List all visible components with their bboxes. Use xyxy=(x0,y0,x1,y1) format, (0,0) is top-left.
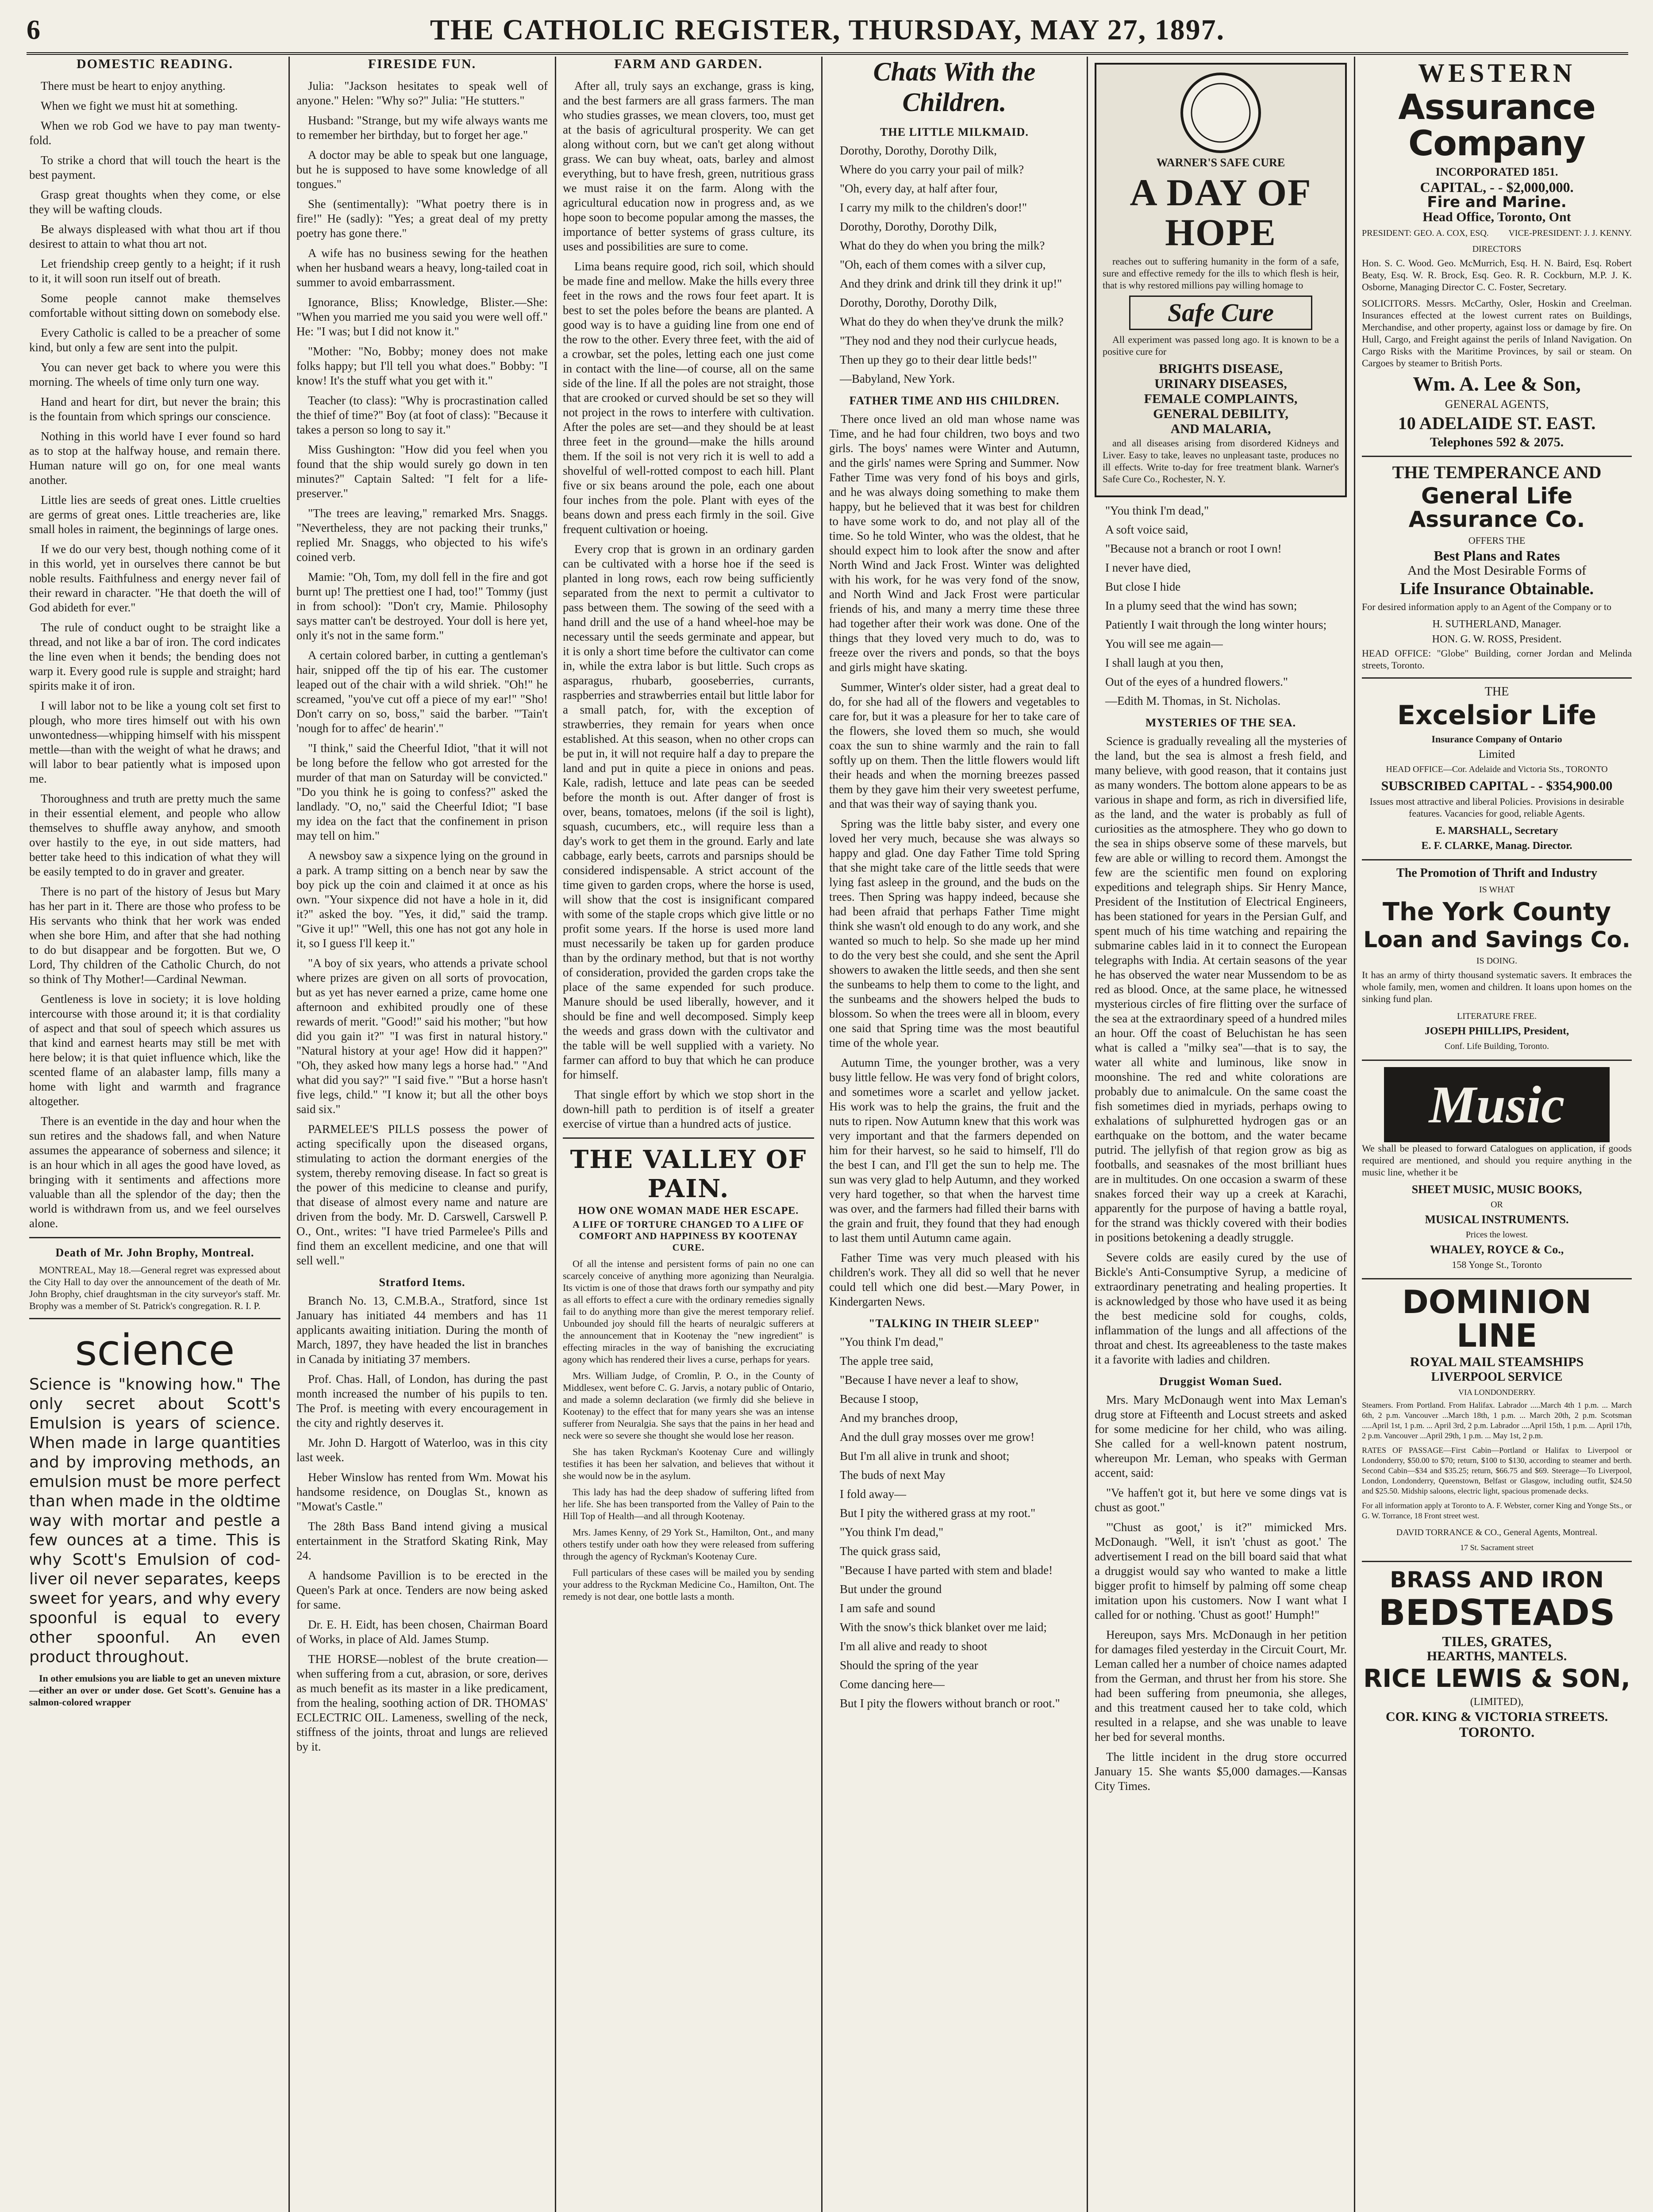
poem-line: I shall laugh at you then, xyxy=(1105,656,1223,670)
ad-text: OR xyxy=(1491,1200,1503,1210)
ad-text: SOLICITORS. Messrs. McCarthy, Osler, Hoskin and Creelman. Insurances effected at the lowest current rates on Buildings, Merchandise, and other property, against loss or damage by fire. On Hull, Cargo, and Freight against the perils of Inland Navigation. On Cargo Risks with the Maritime Provinces, by sail or steam. On Cargoes by steamer to British Ports. xyxy=(1362,297,1632,369)
paragraph: PARMELEE'S PILLS possess the power of acting specifically upon the diseased organs, stimulating to action the dormant energies of the system, thereby removing disease. In fact so great is the power of this medicine to cleanse and purify, that disease of almost every name and nature are driven from the body. Mr. D. Carswell, Carswell P. O., Ont., writes: "I have tried Parmelee's Pills and find them an excellent medicine, and one that will sell well." xyxy=(296,1122,548,1267)
masthead xyxy=(27,8,1628,55)
ad-text: VICE-PRESIDENT: J. J. KENNY. xyxy=(1508,228,1632,238)
column-fireside-fun xyxy=(296,57,548,2212)
poem-line: —Edith M. Thomas, in St. Nicholas. xyxy=(1105,694,1281,708)
column-domestic-reading xyxy=(29,57,281,2212)
paragraph: A doctor may be able to speak but one language, but he is supposed to have some knowledge of all tongues." xyxy=(296,148,548,191)
divider xyxy=(1362,1060,1632,1061)
paragraph: Lima beans require good, rich soil, which should be made fine and mellow. Make the hills every three feet in the rows and the rows four feet apart. It is best to set the poles before the beans are planted. A good way is to have a guiding line from one end of the row to the other. Every three feet, with the aid of a crowbar, set the poles, letting each one just come in contact with the line—of course, all on the same side of the line. If all the poles are not straight, those that are crooked or curved should be set so they will not project in the rows to interfere with cultivation. After the poles are set—and they should be at least three feet in the ground—make the hills around them. If the soil is not very rich it is well to add a shovelful of well-rotted compost to each hill. Plant five or six beans around the pole, each one about four inches from the pole. Plant with eyes of the beans down and press each firmly in the soil. Give frequent cultivation or hoeing. xyxy=(563,260,814,536)
ad-headline: A DAY OF HOPE xyxy=(1130,171,1312,254)
divider xyxy=(563,1137,814,1139)
excelsior-life-ad xyxy=(1362,685,1632,853)
paragraph: Father Time was very much pleased with his children's work. They all did so well that he never could tell which one did best.—Mary Power, in Kindergarten News. xyxy=(829,1251,1080,1308)
ad-text: TILES, GRATES, xyxy=(1442,1633,1552,1649)
poem xyxy=(829,1335,1080,1711)
article-body xyxy=(563,79,814,1131)
ad-text: All experiment was passed long ago. It is known to be a positive cure for xyxy=(1103,334,1339,357)
ad-text: E. MARSHALL, Secretary xyxy=(1435,825,1558,837)
poem-line: With the snow's thick blanket over me laid; xyxy=(840,1621,1047,1634)
paragraph: THE HORSE—noblest of the brute creation—when suffering from a cut, abrasion, or sore, derives as much benefit as its master in a like predicament, from the healing, soothing action of DR. THOMAS' ECLECTRIC OIL. Lameness, swelling of the neck, stiffness of the joints, throat and lungs are relieved by it. xyxy=(296,1652,548,1753)
ad-text: 17 St. Sacrament street xyxy=(1460,1543,1534,1552)
poem-line: Patiently I wait through the long winter hours; xyxy=(1105,618,1327,632)
divider xyxy=(1362,1561,1632,1562)
music-ad xyxy=(1362,1067,1632,1272)
article-body xyxy=(829,412,1080,1309)
ad-text: 158 Yonge St., Toronto xyxy=(1452,1259,1542,1271)
ad-text: and all diseases arising from disordered Kidneys and Liver. Easy to take, leaves no unpleasant taste, produces no ill effects. Write to-day for free treatment blank. Warner's Safe Cure Co., Rochester, N. Y. xyxy=(1103,438,1339,485)
ad-list-item: GENERAL DEBILITY, xyxy=(1153,407,1288,422)
ad-text: Hon. S. C. Wood. Geo. McMurrich, Esq. H. N. Baird, Esq. Robert Beaty, Esq. W. R. Brock, Esq. Geo. R. R. Cockburn, M.P. J. K. Osborne, Managing Director C. C. Foster, Secretary. xyxy=(1362,257,1632,292)
paragraph: "'Chust as goot,' is it?" mimicked Mrs. McDonaugh. "Well, it isn't 'chust as goot.' The advertisement I read on the bill board said that what a druggist would say who wanted to make a little bigger profit to himself by palming off some cheap imitation upon his customers. Now I want what I called for or nothing. 'Chust as goot!' Humph!" xyxy=(1095,1521,1347,1622)
paragraph: Autumn Time, the younger brother, was a very busy little fellow. He was very fond of bright colors, and sometimes wore a scarlet and yellow jacket. His work was to help the grains, the fruit and the nuts to ripen. Now Autumn knew that this work was very important and that the farmers depended on him for their harvest, so he said to himself, I'll do the best I can, and I'll get the sun to help me. The sun was very glad to help Autumn, and they worked very hard together, so that when the harvest time was over, and the farmers had filled their barns with the grain and fruit, they found that they had enough to last them until Autumn came again. xyxy=(829,1056,1080,1244)
paragraph: Prof. Chas. Hall, of London, has during the past month increased the number of his pupils to ten. The Prof. is meeting with every encouragement in the city and rightly deserves it. xyxy=(296,1372,548,1429)
paragraph: Thoroughness and truth are pretty much the same in their essential element, and people who allow themselves to shuffle away anyhow, and smooth over hastily to the eye, in out side matters, had better take heed to this indication of what they will be easily tempted to do in graver and greater. xyxy=(29,792,281,878)
ad-text: Wm. A. Lee & Son, xyxy=(1413,372,1581,395)
ad-text: Prices the lowest. xyxy=(1465,1230,1528,1240)
paragraph: Summer, Winter's older sister, had a great deal to do, for she had all of the flowers and vegetables to care for, but it was a pleasure for her to take care of the flowers, she loved them so much, she would coax the sun to shine warmly and the rain to fall softly up on them. Then the little flowers would lift their heads and when the morning breezes passed them by they gave him their very sweetest perfume, and that was their way of saying thank you. xyxy=(829,680,1080,810)
ad-text: We shall be pleased to forward Catalogues on application, if goods required are mentioned, and should you require anything in the music line, whether it be xyxy=(1362,1143,1632,1178)
poem-line: Where do you carry your pail of milk? xyxy=(840,163,1024,176)
poem-line: Dorothy, Dorothy, Dorothy Dilk, xyxy=(840,296,997,309)
ad-text: JOSEPH PHILLIPS, President, xyxy=(1424,1025,1569,1037)
ad-text: HEAD OFFICE—Cor. Adelaide and Victoria Sts., TORONTO xyxy=(1386,764,1608,774)
paragraph: If we do our very best, though nothing come of it in this world, yet in ourselves there cannot be but noble results. Faithfulness and energy never fail of their reward in character. "He that doeth the will of God abideth for ever." xyxy=(29,542,281,614)
ad-footer: In other emulsions you are liable to get an uneven mixture—either an over or under dose. Get Scott's. Genuine has a salmon-colored wrapper xyxy=(29,1673,281,1708)
paragraph: Hereupon, says Mrs. McDonaugh in her petition for damages filed yesterday in the Circuit Court, Mr. Leman called her a number of choice names adapted from the German, and thrust her from his store. She had been suffering from pneumonia, she alleges, and this treatment caused her to take cold, which resulted in a relapse, and she was unable to leave her bed for several months. xyxy=(1095,1628,1347,1744)
poem-line: Then up they go to their dear little beds!" xyxy=(840,353,1037,366)
column-rule xyxy=(555,57,556,2212)
poem-line: But under the ground xyxy=(840,1582,942,1596)
ad-text: ROYAL MAIL STEAMSHIPS xyxy=(1410,1355,1584,1370)
ad-text: Telephones 592 & 2075. xyxy=(1430,435,1564,450)
ad-text: LITERATURE FREE. xyxy=(1457,1011,1537,1022)
ad-title: science xyxy=(75,1325,235,1375)
poem-line: "You think I'm dead," xyxy=(1105,504,1209,518)
ad-text: 10 ADELAIDE ST. EAST. xyxy=(1398,413,1596,434)
poem-line: "Because I have never a leaf to show, xyxy=(840,1373,1019,1386)
poem-line: I never have died, xyxy=(1105,561,1191,575)
divider xyxy=(29,1237,281,1238)
poem-line: You will see me again— xyxy=(1105,637,1223,651)
poem-line: Dorothy, Dorothy, Dorothy Dilk, xyxy=(840,220,997,233)
poem-line: "You think I'm dead," xyxy=(840,1335,944,1348)
poem-line: The quick grass said, xyxy=(840,1544,941,1558)
paragraph: When we rob God we have to pay man twenty-fold. xyxy=(29,119,281,147)
poem-line: I'm all alive and ready to shoot xyxy=(840,1640,988,1653)
ad-text: PRESIDENT: GEO. A. COX, ESQ. xyxy=(1362,228,1489,238)
safe-cure-logo-icon xyxy=(1179,71,1263,155)
ad-text: (LIMITED), xyxy=(1470,1696,1524,1708)
paragraph: There once lived an old man whose name was Time, and he had four children, two boys and two girls. The boys' names were Winter and Autumn, and the girls' names were Spring and Summer. Now Father Time was very fond of his boys and girls, and he was always doing something to make them happy, but he believed that it was best for children to have some work to do, and not play all of the time. So he told Winter, who was the oldest, that he should expect him to look after the snow and after North Wind and Jack Frost. Winter was delighted with his work, for he was very fond of the snow, and North Wind and Jack Frost were particular friends of his, and many a merry time these three had together after their work was done. One of the things that they loved very much to do, was to freeze over the rivers and ponds, so that the boys and girls might have skating. xyxy=(829,412,1080,674)
ad-headline: Assurance Company xyxy=(1398,88,1595,164)
ad-text: Limited xyxy=(1478,747,1515,760)
ad-headline: DOMINION LINE xyxy=(1402,1283,1591,1354)
article-heading: MYSTERIES OF THE SEA. xyxy=(1145,716,1296,730)
ad-text: Fire and Marine. xyxy=(1427,193,1567,211)
poem-line: Should the spring of the year xyxy=(840,1659,978,1672)
section-heading: DOMESTIC READING. xyxy=(76,57,234,71)
ad-text: IS DOING. xyxy=(1476,956,1518,966)
paragraph: Let friendship creep gently to a height; if it rush to it, it will soon run itself out of breath. xyxy=(29,257,281,285)
article-heading: Death of Mr. John Brophy, Montreal. xyxy=(55,1246,254,1259)
poem-line: "Because not a branch or root I own! xyxy=(1105,542,1282,556)
ad-list-item: URINARY DISEASES, xyxy=(1154,376,1287,392)
ad-text: CAPITAL, - - $2,000,000. xyxy=(1420,179,1574,195)
ad-subheading: A LIFE OF TORTURE CHANGED TO A LIFE OF COMFORT AND HAPPINESS BY KOOTENAY CURE. xyxy=(573,1219,804,1253)
paragraph: This lady has had the deep shadow of suffering lifted from her life. She has been transported from the Valley of Pain to the Hill Top of Health—and all through Kootenay. xyxy=(563,1486,814,1521)
paragraph: Every Catholic is called to be a preacher of some kind, but only a few are sent into the pulpit. xyxy=(29,326,281,354)
ad-text: GENERAL AGENTS, xyxy=(1445,398,1549,411)
ad-brand: WARNER'S SAFE CURE xyxy=(1156,156,1285,169)
article-body xyxy=(1095,1393,1347,1793)
ad-text: HEAD OFFICE: "Globe" Building, corner Jordan and Melinda streets, Toronto. xyxy=(1362,647,1632,671)
paragraph: Hand and heart for dirt, but never the brain; this is the fountain from which springs our conscience. xyxy=(29,395,281,423)
column-farm-and-garden xyxy=(563,57,814,2212)
poem-line: The apple tree said, xyxy=(840,1354,934,1367)
ad-brand: THE TEMPERANCE AND xyxy=(1392,462,1602,483)
ad-body xyxy=(563,1258,814,1602)
paragraph: "Ve haffen't got it, but here ve some dings vat is chust as goot." xyxy=(1095,1486,1347,1514)
paragraph: Mrs. James Kenny, of 29 York St., Hamilton, Ont., and many others testify under oath how they were released from suffering through the agency of Ryckman's Kootenay Cure. xyxy=(563,1527,814,1562)
divider xyxy=(1362,456,1632,457)
column-advertisements xyxy=(1362,57,1632,2212)
warners-safe-cure-ad xyxy=(1095,63,1347,497)
paragraph: Mrs. William Judge, of Cromlin, P. O., in the County of Middlesex, went before C. G. Jarvis, a notary public of Ontario, and made a solemn declaration (we firmly did she believe in Kootenay) to the effect that for many years she was an intense sufferer from Neuralgia. She says that the pains in her head and neck were so severe she thought she would lose her reason. xyxy=(563,1370,814,1441)
paragraph: A newsboy saw a sixpence lying on the ground in a park. A tramp sitting on a bench near by saw the boy pick up the coin and claimed it at once as his own. "Your sixpence did not have a hole in it, did it?" asked the boy. "Yes, it did," said the tramp. "Give it up!" "Well, this one has not got any hole in it, so I guess I'll keep it." xyxy=(296,849,548,950)
poem-line: Dorothy, Dorothy, Dorothy Dilk, xyxy=(840,144,997,157)
ad-brand: WESTERN xyxy=(1418,58,1576,88)
page-number: 6 xyxy=(27,15,40,45)
paragraph: You can never get back to where you were this morning. The wheels of time only turn one way. xyxy=(29,361,281,388)
rice-lewis-ad xyxy=(1362,1568,1632,1739)
poem-line: Because I stoop, xyxy=(840,1392,919,1406)
poem-line: —Babyland, New York. xyxy=(840,372,955,385)
paragraph: Branch No. 13, C.M.B.A., Stratford, since 1st January has initiated 44 members and has 11 applicants awaiting initiation. During the month of March, 1897, they have headed the list in branches in Canada by initiating 37 members. xyxy=(296,1294,548,1366)
article-heading: Stratford Items. xyxy=(379,1276,465,1289)
paragraph: The 28th Bass Band intend giving a musical entertainment in the Stratford Skating Rink, May 24. xyxy=(296,1520,548,1562)
ad-text: INCORPORATED 1851. xyxy=(1435,165,1558,178)
paragraph: Some people cannot make themselves comfortable without sitting down on somebody else. xyxy=(29,292,281,319)
poem-title: "TALKING IN THEIR SLEEP" xyxy=(869,1317,1040,1330)
temperance-life-ad xyxy=(1362,463,1632,671)
poem-line: In a plumy seed that the wind has sown; xyxy=(1105,599,1297,613)
article-body xyxy=(29,79,281,1231)
poem-line: "They nod and they nod their curlycue heads, xyxy=(840,334,1057,347)
article-body: MONTREAL, May 18.—General regret was expressed about the City Hall to day over the announcement of the death of Mr. John Brophy, chief draughtsman in the city surveyor's staff. Mr. Brophy was a member of St. Patrick's congregation. R. I. P. xyxy=(29,1264,281,1311)
poem-line: I fold away— xyxy=(840,1487,906,1501)
ad-text: IS WHAT xyxy=(1479,884,1515,895)
article-body xyxy=(296,1294,548,1754)
ad-headline: Excelsior Life xyxy=(1397,699,1597,731)
ad-subheading: HOW ONE WOMAN MADE HER ESCAPE. xyxy=(578,1205,799,1217)
poem-line: But close I hide xyxy=(1105,580,1181,594)
poem-line: But I'm all alive in trunk and shoot; xyxy=(840,1449,1010,1463)
ad-text: RATES OF PASSAGE—First Cabin—Portland or Halifax to Liverpool or Londonderry, $50.00 to $70; return, $100 to $130, according to steamer and berth. Second Cabin—$34 and $35.25; return, $66.75 and $69. Steerage—To Liverpool, London, Londonderry, Queenstown, Belfast or Glasgow, including outfit, $24.50 and $25.50. Midship saloons, electric light, spacious promenade decks. xyxy=(1362,1446,1632,1496)
column-misc xyxy=(1095,57,1347,2212)
paragraph: Severe colds are easily cured by the use of Bickle's Anti-Consumptive Syrup, a medicine of extraordinary penetrating and healing properties. It is acknowledged by those who have used it as being the best medicine sold for coughs, colds, inflammation of the lungs and all affections of the throat and chest. Its agreeableness to the taste makes it a favorite with ladies and children. xyxy=(1095,1251,1347,1367)
article-body xyxy=(1095,734,1347,1367)
ad-text: E. F. CLARKE, Manag. Director. xyxy=(1421,840,1572,852)
poem-line: "Oh, every day, at half after four, xyxy=(840,182,998,195)
divider xyxy=(29,1318,281,1319)
music-logo: Music xyxy=(1384,1067,1610,1142)
section-heading: FIRESIDE FUN. xyxy=(368,57,477,71)
ad-list-item: FEMALE COMPLAINTS, xyxy=(1144,392,1298,407)
newspaper-title: THE CATHOLIC REGISTER, THURSDAY, MAY 27, 1897. xyxy=(430,14,1225,46)
paragraph: Little lies are seeds of great ones. Little cruelties are germs of great ones. Little treacheries are, like small holes in raiment, the beginnings of large ones. xyxy=(29,493,281,536)
poem-line: But I pity the withered grass at my root." xyxy=(840,1506,1036,1520)
poem-line: What do they do when you bring the milk? xyxy=(840,239,1045,252)
paragraph: The rule of conduct ought to be straight like a thread, and not like a bar of iron. The cord indicates the line even when it bends; the bending does not warp it. Every good rule is supple and straight; hard spirits make it of iron. xyxy=(29,621,281,692)
ad-headline: General Life Assurance Co. xyxy=(1408,483,1585,532)
dominion-line-ad xyxy=(1362,1283,1632,1555)
paragraph: Gentleness is love in society; it is love holding intercourse with those around it; it is that cordiality of aspect and that soul of speech which assures us that kind and earnest hearts may still be met with here below; it is that quiet influence which, like the scented flame of an alabaster lamp, fills many a home with light and warmth and fragrance altogether. xyxy=(29,992,281,1108)
poem-line: "Because I have parted with stem and blade! xyxy=(840,1563,1053,1577)
ad-heading: THE VALLEY OF PAIN. xyxy=(570,1145,807,1203)
ad-text: reaches out to suffering humanity in the form of a safe, sure and effective remedy for the ills to which flesh is heir, that is why restored millions pay willing homage to xyxy=(1103,255,1339,291)
ad-text: Head Office, Toronto, Ont xyxy=(1422,209,1571,224)
ad-text: MUSICAL INSTRUMENTS. xyxy=(1425,1213,1569,1226)
poem-line: And the dull gray mosses over me grow! xyxy=(840,1430,1035,1444)
paragraph: There must be heart to enjoy anything. xyxy=(41,79,226,92)
ad-text: The Promotion of Thrift and Industry xyxy=(1396,866,1598,880)
paragraph: She (sentimentally): "What poetry there is in fire!" He (sadly): "Yes; a great deal of my pretty poetry has gone there." xyxy=(296,197,548,240)
paragraph: Grasp great thoughts when they come, or else they will be wafting clouds. xyxy=(29,188,281,216)
paragraph: Heber Winslow has rented from Wm. Mowat his handsome residence, on Douglas St., known as "Mowat's Castle." xyxy=(296,1471,548,1513)
column-rule xyxy=(821,57,823,2212)
poem-line: The buds of next May xyxy=(840,1468,946,1482)
paragraph: Dr. E. H. Eidt, has been chosen, Chairman Board of Works, in place of Ald. James Stump. xyxy=(296,1618,548,1646)
story-title: FATHER TIME AND HIS CHILDREN. xyxy=(849,394,1060,407)
paragraph: Mrs. Mary McDonaugh went into Max Leman's drug store at Fifteenth and Locust streets and asked for some medicine for her child, who was ailing. She called for a well-known patent nostrum, whereupon Mr. Leman, who speaks with German accent, said: xyxy=(1095,1393,1347,1480)
poem xyxy=(1095,503,1347,708)
divider xyxy=(1362,1278,1632,1279)
paragraph: Science is gradually revealing all the mysteries of the land, but the sea is almost a fresh field, and many believe, with good reason, that it contains just as many wonders. The bottom alone appears to be as various in shape and form, as rich in diversified life, as the land, and the water is probably as full of curiosities as the atmosphere. They who go down to the sea in ships observe some of these marvels, but few are able or willing to record them. Amongst the few are the scientific men found on exploring expeditions and telegraph ships. Sir Henry Mance, President of the Institution of Electrical Engineers, has been stationed for years in the Persian Gulf, and spent much of his time watching and repairing the submarine cables laid in it to connect the European telegraphs with India. At certain seasons of the year he has observed the water near Mussendom to be as red as blood. Once, at the same place, he witnessed mysterious circles of fire flitting over the surface of the sea at the extraordinary speed of a hundred miles an hour. Off the coast of Beluchistan he has seen what is called a "milky sea"—that is to say, the water all white and luminous, like snow in moonshine. The red and white colorations are probably due to animalcule. On the same coast the fish sometimes died in myriads, perhaps owing to exhalations of sulphuretted hydrogen gas or an earthquake on the bottom, and the water became putrid. The jellyfish of that region grow as big as footballs, and seasnakes of the most brilliant hues are in multitudes. On one occasion a swarm of these snakes forced their way up a creek at Karachi, apparently for the purpose of having a battle royal, for the strand was thickly covered with their bodies in positions betokening a deadly struggle. xyxy=(1095,734,1347,1244)
paragraph: "I think," said the Cheerful Idiot, "that it will not be long before the fellow who got arrested for the murder of that man on Saturday will be convicted." "Do you think he is going to confess?" asked the landlady. "O, no," said the Cheerful Idiot; "I base my idea on the fact that the confinement in prison may tell on him." xyxy=(296,741,548,842)
poem-line: Out of the eyes of a hundred flowers." xyxy=(1105,675,1288,689)
ad-text: For desired information apply to an Agent of the Company or to xyxy=(1362,601,1611,612)
ad-text: And the Most Desirable Forms of xyxy=(1407,563,1587,578)
article-heading: Druggist Woman Sued. xyxy=(1159,1375,1282,1388)
ad-badge: Safe Cure xyxy=(1129,296,1312,330)
ad-text: Insurance Company of Ontario xyxy=(1431,733,1562,745)
paragraph: She has taken Ryckman's Kootenay Cure and willingly testifies it has been her salvation, and believes that without it she would now be in the asylum. xyxy=(563,1446,814,1481)
poem-line: I am safe and sound xyxy=(840,1601,935,1615)
paragraph: Miss Gushington: "How did you feel when you found that the ship would surely go down in ten minutes?" Captain Salted: "I felt for a life-preserver." xyxy=(296,443,548,500)
poem-line: Come dancing here— xyxy=(840,1678,945,1691)
ad-text: Science is "knowing how." The only secret about Scott's Emulsion is years of science. When made in large quantities and by improving methods, an emulsion must be more perfect than when made in the oldtime way with mortar and pestle a few ounces at a time. This is why Scott's Emulsion of cod-liver oil never separates, keeps sweet for years, and why every spoonful is equal to every other spoonful. An even product throughout. xyxy=(29,1375,281,1666)
ad-text: Steamers. From Portland. From Halifax. Labrador .....March 4th 1 p.m. ... March 6th, 2 p.m. Vancouver ...March 18th, 1 p.m. ... March 20th, 2 p.m. Scotsman .....April 1st, 1 p.m. ... April 3rd, 2 p.m. Labrador ....April 15th, 1 p.m. ... April 17th, 2 p.m. Vancouver ...April 29th, 1 p.m. ... May 1st, 2 p.m. xyxy=(1362,1401,1632,1440)
ad-text: WHALEY, ROYCE & Co., xyxy=(1430,1243,1564,1256)
column-rule xyxy=(1354,57,1355,2212)
poem-line: I carry my milk to the children's door!" xyxy=(840,201,1027,214)
ad-text: H. SUTHERLAND, Manager. xyxy=(1432,618,1561,630)
ad-text: VIA LONDONDERRY. xyxy=(1458,1388,1535,1397)
ad-text: LIVERPOOL SERVICE xyxy=(1431,1370,1563,1384)
paragraph: That single effort by which we stop short in the down-hill path to perdition is of itself a greater exercise of virtue than a hundred acts of justice. xyxy=(563,1088,814,1130)
poem-line: "Oh, each of them comes with a silver cup, xyxy=(840,258,1046,271)
york-county-loan-ad xyxy=(1362,867,1632,1053)
poem-line: A soft voice said, xyxy=(1105,523,1188,537)
poem-line: "You think I'm dead," xyxy=(840,1525,944,1539)
ad-text: HON. G. W. ROSS, President. xyxy=(1432,633,1562,645)
paragraph: To strike a chord that will touch the heart is the best payment. xyxy=(29,154,281,181)
divider xyxy=(1362,677,1632,679)
paragraph: Full particulars of these cases will be mailed you by sending your address to the Ryckman Medicine Co., Hamilton, Ont. The remedy is not dear, one bottle lasts a month. xyxy=(563,1567,814,1602)
ad-headline: The York County xyxy=(1382,897,1611,926)
ad-list-item: AND MALARIA, xyxy=(1170,422,1271,437)
ad-text: Issues most attractive and liberal Policies. Provisions in desirable features. Vacancies for good, reliable Agents. xyxy=(1369,796,1624,819)
ad-text: DIRECTORS xyxy=(1472,244,1522,254)
ad-text: THE xyxy=(1484,684,1509,699)
paragraph: Nothing in this world have I ever found so hard as to stop at the halfway house, and remain there. Human nature will go on, for one meal wants another. xyxy=(29,430,281,487)
section-heading: Chats With the Children. xyxy=(873,57,1036,117)
divider xyxy=(1362,859,1632,860)
ad-text: SHEET MUSIC, MUSIC BOOKS, xyxy=(1411,1183,1582,1196)
paragraph: Julia: "Jackson hesitates to speak well of anyone." Helen: "Why so?" Julia: "He stutters." xyxy=(296,79,548,107)
paragraph: "Mother: "No, Bobby; money does not make folks happy; but I'll tell you what does." Bobby: "I know! It's the stuff what you get with it." xyxy=(296,345,548,387)
poem-line: But I pity the flowers without branch or root." xyxy=(840,1697,1060,1710)
section-heading: FARM AND GARDEN. xyxy=(614,57,763,71)
column-chats-with-children xyxy=(829,57,1080,2212)
paragraph: When we fight we must hit at something. xyxy=(41,99,238,112)
paragraph: "A boy of six years, who attends a private school where prizes are given on all sorts of provocation, but as yet has never earned a prize, came home one afternoon and exhibited proudly one of these rewards of merit. "Good!" said his mother; "but how did you gain it?" "I was first in natural history." "Natural history at your age! How did it happen?" "Oh, they asked how many legs a horse had." "And what did you say?" "I said five." "But a horse hasn't five legs, child." "I know it; but all the other boys said six." xyxy=(296,956,548,1116)
paragraph: Of all the intense and persistent forms of pain no one can scarcely conceive of anything more agonizing than Neuralgia. Its victim is one of those that draws forth our sympathy and pity as all efforts to effect a cure with the ordinary remedies signally fail to do anything more than give the merest temporary relief. Unbounded joy should fill the hearts of neuralgic sufferers at the announcement that in Kootenay the "new ingredient" is effecting miracles in the way of banishing the excruciating agony which has rendered their lives a curse, perhaps for years. xyxy=(563,1258,814,1365)
column-rule xyxy=(288,57,290,2212)
paragraph: Spring was the little baby sister, and every one loved her very much, because she was always so happy and glad. One day Father Time told Spring that she might take care of the little seeds that were lying fast asleep in the ground, and the buds on the trees. Then Spring was happy indeed, because she had been afraid that perhaps Father Time might think she wasn't old enough to do any work, and she wanted so much to help. So she made up her mind to do the very best she could, and she sent the April showers to awaken the little seeds, and then she sent the sunbeams to help them to come to the light, and the sunbeams and the showers helped the buds to blossom. So when the trees were all in bloom, every one said that Spring time was the most beautiful time of the whole year. xyxy=(829,817,1080,1049)
paragraph: Teacher (to class): "Why is procrastination called the thief of time?" Boy (at foot of class): "Because it takes a person so long to say it." xyxy=(296,394,548,436)
paragraph: A certain colored barber, in cutting a gentleman's hair, snipped off the tip of his ear. The customer leaped out of the chair with a wild shriek. "Oh!" he screamed, "you've cut off a piece of my ear!" "Sho! Don't carry on so, boss," said the barber. "'Tain't 'nough for to affec' de hearin'." xyxy=(296,649,548,735)
poem xyxy=(829,143,1080,386)
poem-title: THE LITTLE MILKMAID. xyxy=(880,126,1029,138)
ad-text: For all information apply at Toronto to A. F. Webster, corner King and Yonge Sts., or G. W. Torrance, 18 Front street west. xyxy=(1362,1501,1632,1521)
poem-line: And they drink and drink till they drink it up!" xyxy=(840,277,1062,290)
paragraph: A wife has no business sewing for the heathen when her husband wears a heavy, long-tailed coat in summer to avoid embarrassment. xyxy=(296,246,548,289)
poem-line: What do they do when they've drunk the milk? xyxy=(840,315,1064,328)
paragraph: The little incident in the drug store occurred January 15. She wants $5,000 damages.—Kansas City Times. xyxy=(1095,1750,1347,1793)
ad-list xyxy=(1103,362,1339,436)
article-body xyxy=(296,79,548,1268)
paragraph: A handsome Pavillion is to be erected in the Queen's Park at once. Tenders are now being asked for same. xyxy=(296,1569,548,1611)
ad-list-item: BRIGHTS DISEASE, xyxy=(1158,361,1283,376)
ad-headline: Loan and Savings Co. xyxy=(1363,926,1630,952)
ad-text: OFFERS THE xyxy=(1468,535,1526,546)
ad-text: SUBSCRIBED CAPITAL - - $354,900.00 xyxy=(1381,778,1613,793)
paragraph: I will labor not to be like a young colt set first to plough, who more tires himself out with his own unwontedness—whipping himself with his misspent mettle—than with the weight of what he draws; and will labor to bear patiently what is imposed upon me. xyxy=(29,699,281,785)
paragraph: Ignorance, Bliss; Knowledge, Blister.—She: "When you married me you said you were well off." He: "I was; but I did not know it." xyxy=(296,296,548,338)
paragraph: Every crop that is grown in an ordinary garden can be cultivated with a horse hoe if the seed is planted in long rows, each row being sufficiently separated from the next to permit a cultivator to pass between them. The sowing of the seed with a hand drill and the use of a hand wheel-hoe may be necessary until the seeds germinate and appear, but it is only a short time before the cultivator can come in, while the extra labor is but little. Such crops as asparagus, rhubarb, gooseberries, currants, raspberries and strawberries entail but little labor for a small patch, for, with the exception of strawberries, they remain for years when once established. At this season, when no other crops can be put in, it will not require half a day to prepare the land and put in quite a piece in onions and peas. Kale, radish, lettuce and late peas can be seeded before the month is out. After danger of frost is over, beans, tomatoes, melons (if the soil is light), squash, cucumbers, etc., will require less than a day's work to get them in the ground. Early and late cabbage, early beets, carrots and parsnips should be considered indispensable. A strict account of the time given to garden crops, where the horse is used, will show that the cost is insignificant compared with some of the staple crops which give little or no profit some years. If the horse is used more land must necessarily be taken up for garden produce than by the ordinary method, but that is not worthy of consideration, provided the garden crops take the place of the same expended for such produce. Manure should be used liberally, however, and it should be fine and well decomposed. Simply keep the weeds and grass down with the cultivator and the table will be well supplied with a variety. No farmer can afford to buy that which he can produce for himself. xyxy=(563,542,814,1081)
ad-text: Best Plans and Rates xyxy=(1434,548,1560,564)
paragraph: There is an eventide in the day and hour when the sun retires and the shadows fall, and when Nature assumes the appearance of soberness and silence; it is an hour which in all ages the good have loved, as bringing with it sentiments and affections more valuable than all the splendor of the day; then the world is withdrawn from us, and we feel ourselves alone. xyxy=(29,1114,281,1230)
ad-text: TORONTO. xyxy=(1459,1724,1535,1740)
poem-line: And my branches droop, xyxy=(840,1411,958,1425)
ad-text: It has an army of thirty thousand systematic savers. It embraces the whole family, men, women and children. It loans upon homes on the sinking fund plan. xyxy=(1362,969,1632,1005)
western-assurance-ad xyxy=(1362,59,1632,449)
paragraph: "The trees are leaving," remarked Mrs. Snaggs. "Nevertheless, they are not packing their trunks," replied Mr. Snaggs, who objected to his wife's coined verb. xyxy=(296,507,548,564)
ad-headline: BEDSTEADS xyxy=(1378,1592,1615,1633)
paragraph: Husband: "Strange, but my wife always wants me to remember her birthday, but to forget her age." xyxy=(296,114,548,142)
ad-text: HEARTHS, MANTELS. xyxy=(1426,1648,1567,1663)
paragraph: Be always displeased with what thou art if thou desirest to attain to what thou art not. xyxy=(29,223,281,250)
ad-text: Life Insurance Obtainable. xyxy=(1399,580,1594,599)
paragraph: After all, truly says an exchange, grass is king, and the best farmers are all grass farmers. The man who studies grasses, we mean clovers, too, must get at the basis of agricultural prosperity. We can get along without corn, but we can't get along without grass. We can buy wheat, oats, barley and almost everything, but to have fresh, green, nutritious grass we must raise it on the farm. Along with the agricultural education now in progress and, as we hope soon to become popular among the masses, the importance of better systems of grass culture, its uses and possibilities are sure to come. xyxy=(563,79,814,253)
ad-text: Conf. Life Building, Toronto. xyxy=(1445,1041,1549,1052)
paragraph: There is no part of the history of Jesus but Mary has her part in it. There are those who profess to be His servants who think that her work was ended when she bore Him, and after that she had nothing to do but disappear and be forgotten. But we, O Lord, Thy children of the Catholic Church, do not so think of Thy Mother!—Cardinal Newman. xyxy=(29,885,281,986)
paragraph: Mamie: "Oh, Tom, my doll fell in the fire and got burnt up! The prettiest one I had, too!" Tommy (just in from school): "Don't cry, Mamie. Philosophy says matter can't be destroyed. Your doll is here yet, only it's not in the same form." xyxy=(296,570,548,642)
ad-headline: RICE LEWIS & SON, xyxy=(1363,1664,1630,1693)
ad-text: COR. KING & VICTORIA STREETS. xyxy=(1385,1709,1608,1724)
ad-text: DAVID TORRANCE & CO., General Agents, Montreal. xyxy=(1396,1528,1598,1538)
column-rule xyxy=(1087,57,1088,2212)
paragraph: Mr. John D. Hargott of Waterloo, was in this city last week. xyxy=(296,1436,548,1464)
ad-headline: BRASS AND IRON xyxy=(1390,1567,1604,1593)
